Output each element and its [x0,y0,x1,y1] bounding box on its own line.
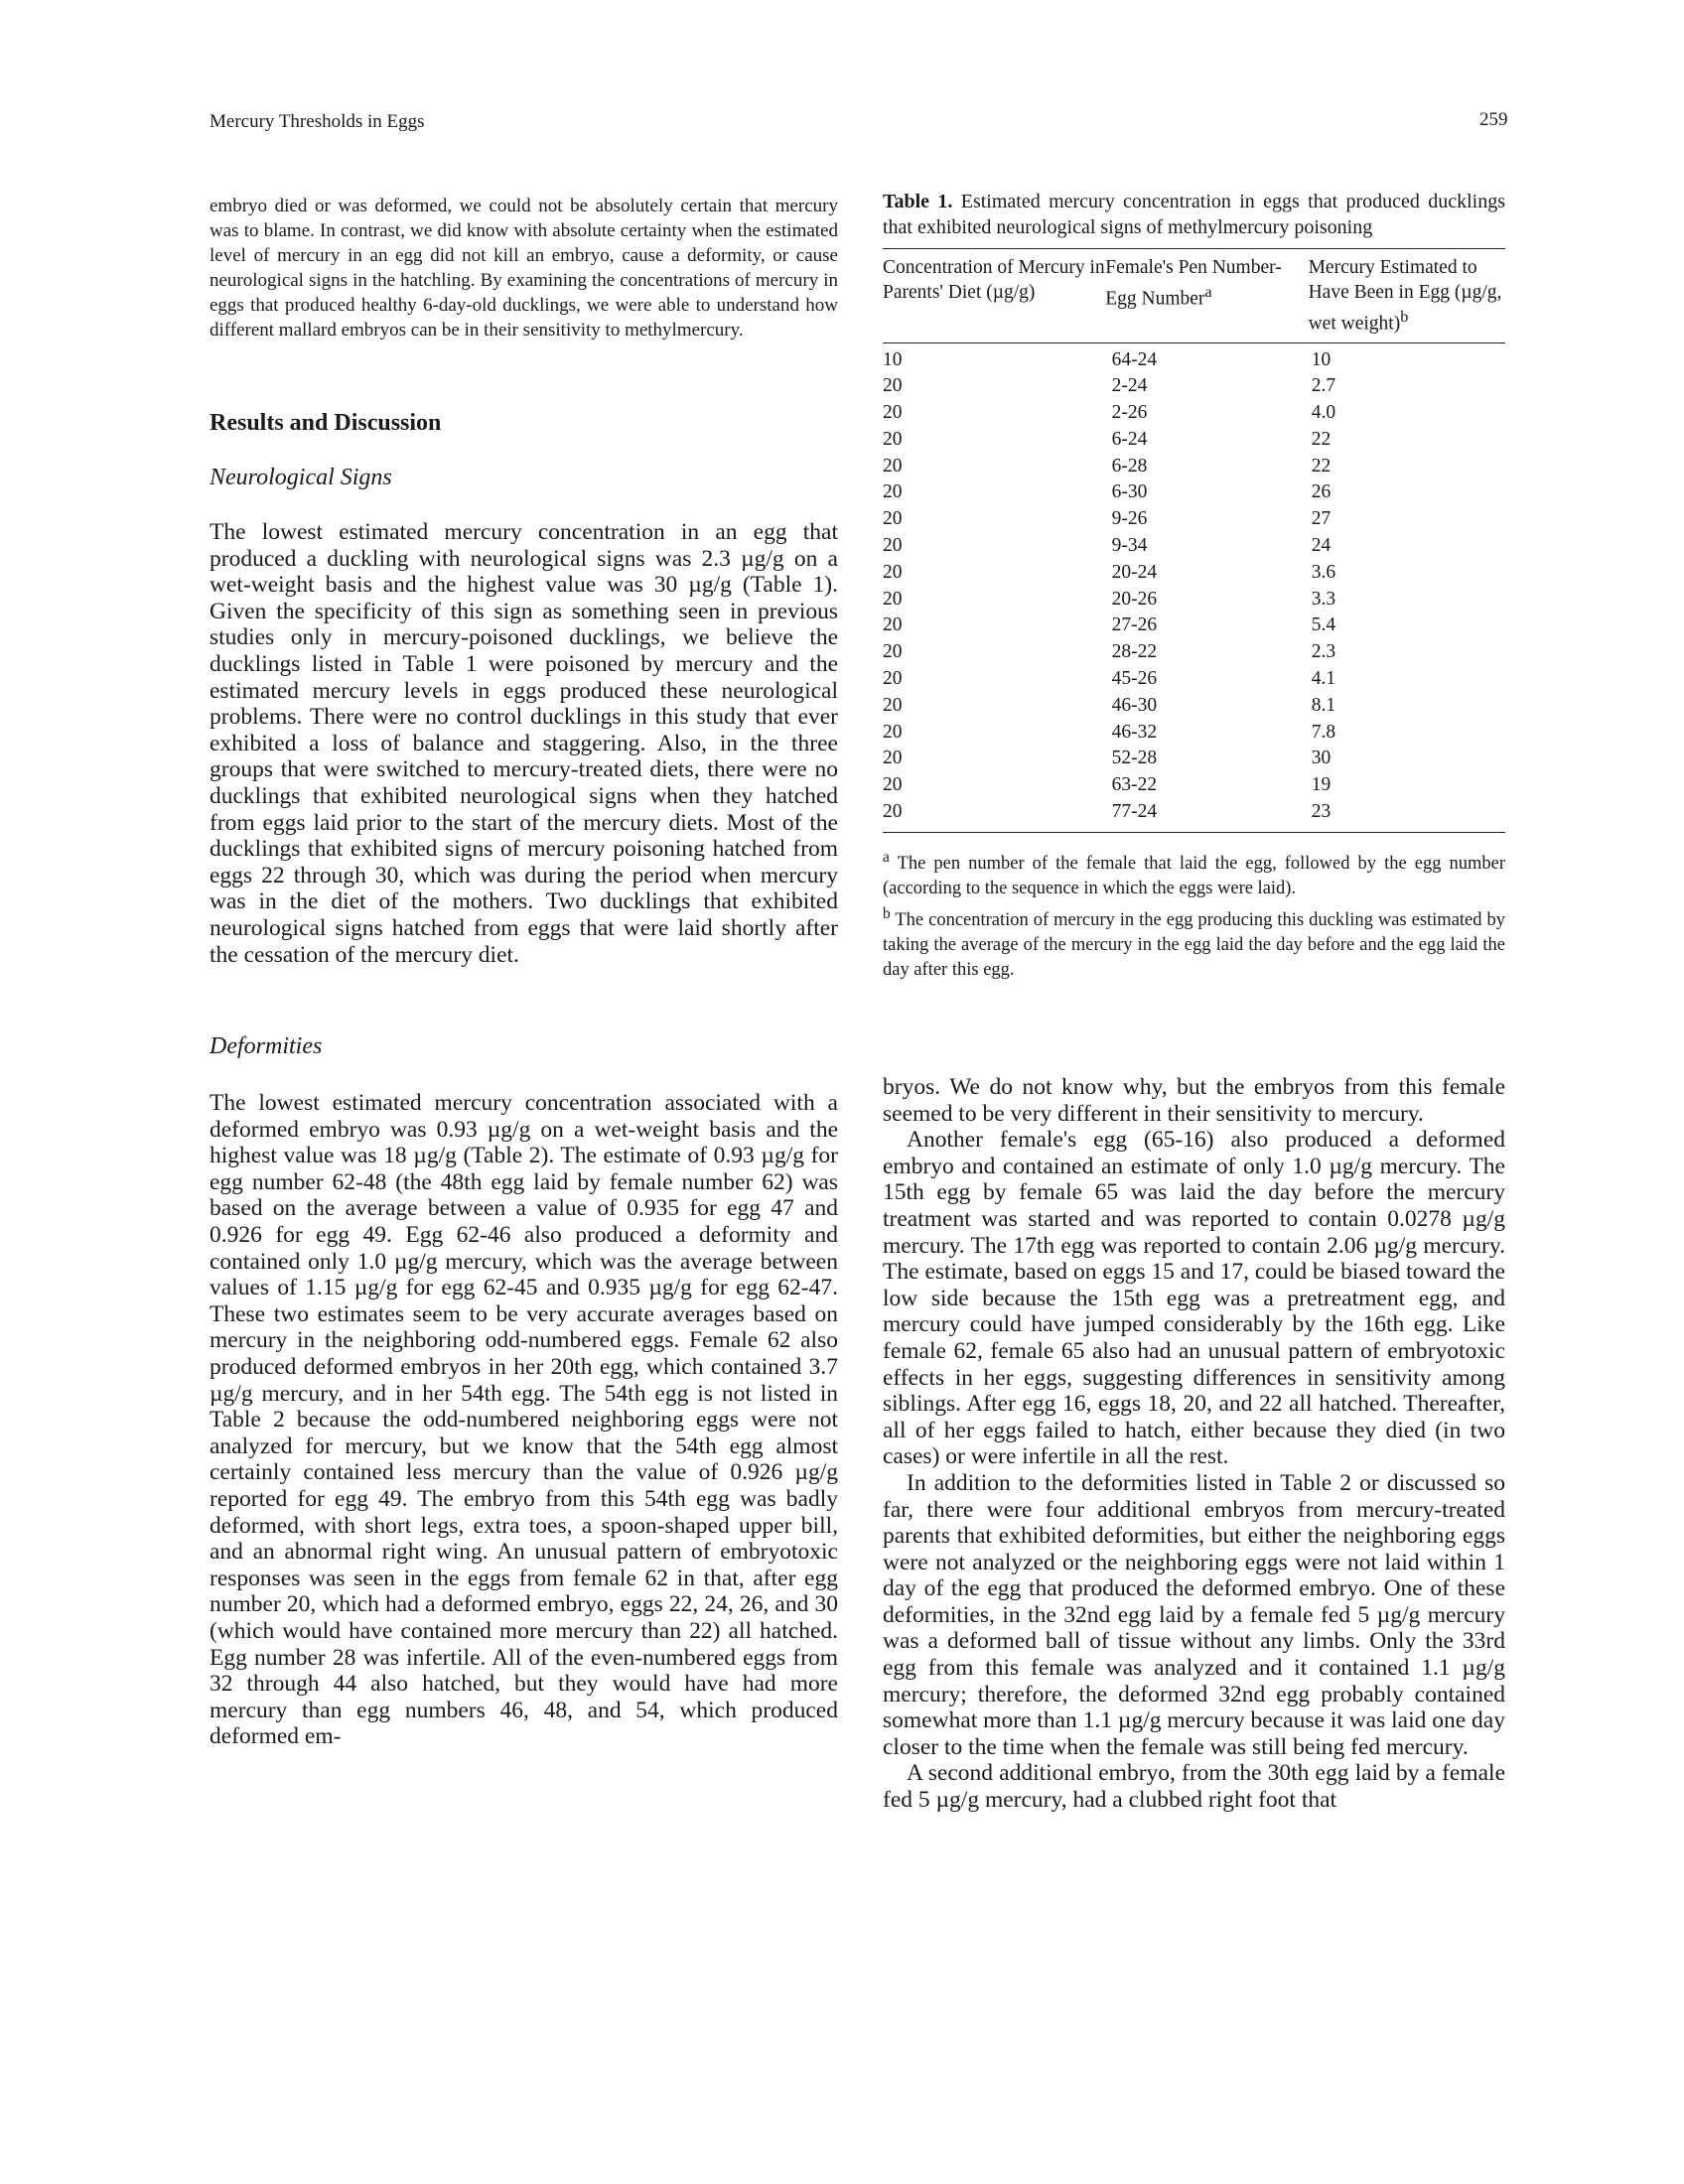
left-column [210,194,838,1750]
table-row: 20 46-32 7.8 [883,721,1336,743]
table-label: Table 1. [883,191,953,212]
table-row: 20 63-22 19 [883,774,1332,796]
table-row: 20 27-26 5.4 [883,614,1336,636]
subheading-deformities: Deformities [210,1033,323,1060]
table-row: 20 52-28 30 [883,748,1332,769]
table-caption-text: Estimated mercury concentration in eggs that produced ducklings that exhibited neurological signs of methylmercury poisoning [883,191,1505,238]
table-row: 20 6-30 26 [883,481,1332,503]
table-top-rule [883,248,1505,249]
table-1 [883,189,1505,983]
right-paragraph-3: In addition to the deformities listed in Table 2 or discussed so far, there were four additional embryos from mercury-treated parents that exhibited deformities, but either the neighboring eggs were not analyzed or the neighboring eggs were not laid within 1 day of the egg that produced the deformed embryo. One of these deformities, in the 32nd egg laid by a female fed 5 µg/g mercury was a deformed ball of tissue without any limbs. Only the 33rd egg from this female was analyzed and it contained 1.1 µg/g mercury; therefore, the deformed 32nd egg probably contained somewhat more than 1.1 µg/g mercury because it was laid one day closer to the time when the female was still being fed mercury. [883,1469,1505,1760]
table-row: 20 2-24 2.7 [883,375,1336,397]
table-header-cell: Concentration of Mercury in Parents' Diet (µg/g) [883,257,1105,303]
table-bottom-rule [883,832,1505,833]
table-row: 20 77-24 23 [883,801,1332,823]
table-row: 20 6-28 22 [883,455,1332,477]
table-caption [883,189,1505,240]
table-row: 20 20-26 3.3 [883,588,1336,610]
neurological-paragraph: The lowest estimated mercury concentration in an egg that produced a duckling with neurological signs was 2.3 µg/g on a wet-weight basis and the highest value was 30 µg/g (Table 1). Given the specificity of this sign as something seen in previous studies only in mercury-poisoned ducklings, we believe the ducklings listed in Table 1 were poisoned by mercury and the estimated mercury levels in eggs produced these neurological problems. There were no control ducklings in this study that ever exhibited a loss of balance and staggering. Also, in the three groups that were switched to mercury-treated diets, there were no ducklings that exhibited neurological signs when they hatched from eggs laid prior to the start of the mercury diets. Most of the ducklings that exhibited signs of mercury poisoning hatched from eggs 22 through 30, which was during the period when mercury was in the diet of the mothers. Two ducklings that exhibited neurological signs hatched from eggs that were laid shortly after the cessation of the mercury diet. [210,519,838,968]
page-number: 259 [1479,109,1508,130]
section-heading: Results and Discussion [210,410,442,436]
table-row: 10 64-24 10 [883,348,1332,370]
right-column-text [883,1074,1505,1814]
subheading-neurological-signs: Neurological Signs [210,465,392,490]
table-footnote-a: $^a$ The pen number of the female that laid the egg, followed by the egg number (according to the sequence in which the eggs were laid). [883,848,1506,898]
table-row: 20 45-26 4.1 [883,668,1336,690]
right-paragraph-1: bryos. We do not know why, but the embryos from this female seemed to be very different in their sensitivity to mercury. [883,1074,1505,1127]
table-body [883,343,1505,826]
table-row: 20 9-34 24 [883,535,1332,557]
table-footnote-b: $^b$ The concentration of mercury in the egg producing this duckling was estimated by taking the average of the mercury in the egg laid the day before and the egg laid the day after this egg. [883,905,1505,981]
table-row: 20 6-24 22 [883,428,1332,450]
deformities-paragraph: The lowest estimated mercury concentration associated with a deformed embryo was 0.93 µg/g on a wet-weight basis and the highest value was 18 µg/g (Table 2). The estimate of 0.93 µg/g for egg number 62-48 (the 48th egg laid by female number 62) was based on the average between a value of 0.935 for egg 47 and 0.926 for egg 49. Egg 62-46 also produced a deformity and contained only 1.0 µg/g mercury, which was the average between values of 1.15 µg/g for egg 62-45 and 0.935 µg/g for egg 62-47. These two estimates seem to be very accurate averages based on mercury in the neighboring odd-numbered eggs. Female 62 also produced deformed embryos in her 20th egg, which contained 3.7 µg/g mercury, and in her 54th egg. The 54th egg is not listed in Table 2 because the odd-numbered neighboring eggs were not analyzed for mercury, but we know that the 54th egg almost certainly contained less mercury than the value of 0.926 µg/g reported for egg 49. The embryo from this 54th egg was badly deformed, with short legs, extra toes, a spoon-shaped upper bill, and an abnormal right wing. An unusual pattern of embryotoxic responses was seen in the eggs from female 62 in that, after egg number 20, which had a deformed embryo, eggs 22, 24, 26, and 30 (which would have contained more mercury than 22) all hatched. Egg number 28 was infertile. All of the even-numbered eggs from 32 through 44 also hatched, but they would have had more mercury than egg numbers 46, 48, and 54, which produced deformed em- [210,1090,838,1750]
table-header-cell: Mercury Estimated to Have Been in Egg (µg/g, wet weight)$^b$ [1308,257,1502,335]
running-title: Mercury Thresholds in Eggs [210,111,425,132]
table-row: 20 46-30 8.1 [883,694,1336,716]
table-row: 20 20-24 3.6 [883,561,1336,583]
right-paragraph-4: A second additional embryo, from the 30th egg laid by a female fed 5 µg/g mercury, had a clubbed right foot that [883,1760,1505,1814]
table-row: 20 28-22 2.3 [883,641,1336,663]
intro-paragraph: embryo died or was deformed, we could not be absolutely certain that mercury was to blame. In contrast, we did know with absolute certainty when the estimated level of mercury in an egg did not kill an embryo, cause a deformity, or cause neurological signs in the hatchling. By examining the concentrations of mercury in eggs that produced healthy 6-day-old ducklings, we were able to understand how different mallard embryos can be in their sensitivity to methylmercury. [210,196,838,341]
table-row: 20 2-26 4.0 [883,402,1336,424]
table-header-row [883,255,1505,337]
table-header-cell: Female's Pen Number-Egg Number$^a$ [1105,257,1282,310]
right-paragraph-2: Another female's egg (65-16) also produced a deformed embryo and contained an estimate of only 1.0 µg/g mercury. The 15th egg by female 65 was laid the day before the mercury treatment was started and was reported to contain 0.0278 µg/g mercury. The 17th egg was reported to contain 2.06 µg/g mercury. The estimate, based on eggs 15 and 17, could be biased toward the low side because the 15th egg was a pretreatment egg, and mercury could have jumped considerably by the 16th egg. Like female 62, female 65 also had an unusual pattern of embryotoxic effects in her eggs, suggesting differences in sensitivity among siblings. After egg 16, eggs 18, 20, and 22 all hatched. Thereafter, all of her eggs failed to hatch, either because they died (in two cases) or were infertile in all the rest. [883,1127,1505,1470]
table-row: 20 9-26 27 [883,508,1332,530]
